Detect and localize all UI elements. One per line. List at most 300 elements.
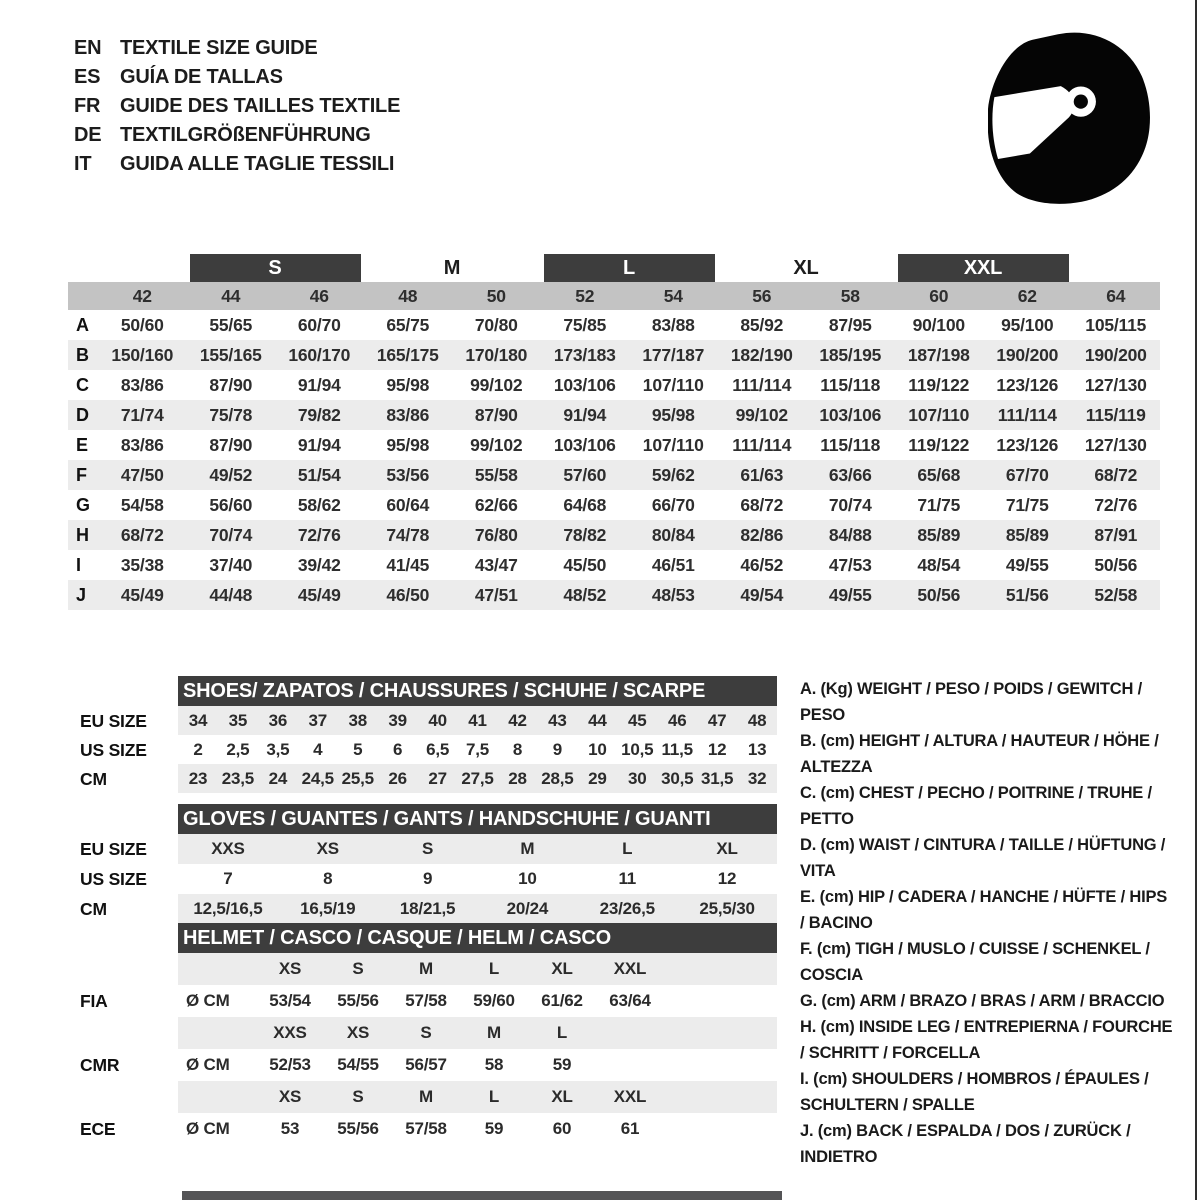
size-value: 75/85 [563, 314, 607, 335]
size-value: 87/95 [828, 314, 872, 335]
size-value: 87/90 [209, 434, 253, 455]
size-value: 72/76 [1094, 494, 1138, 515]
helmet-size-value: 57/58 [405, 991, 447, 1010]
measure-row-c [68, 370, 1160, 400]
glove-size-value: 23/26,5 [599, 899, 655, 918]
size-value: 107/110 [642, 374, 704, 395]
size-value: 85/89 [1005, 524, 1049, 545]
language-label: GUÍA DE TALLAS [120, 66, 283, 88]
size-value: 72/76 [297, 524, 341, 545]
size-value: 95/100 [1001, 314, 1054, 335]
helmet-size-value: 55/56 [337, 1119, 379, 1138]
glove-size-value: 7 [223, 869, 233, 888]
language-row [74, 92, 400, 121]
size-value: 83/86 [386, 404, 430, 425]
size-value: 74/78 [386, 524, 430, 545]
size-value: 83/86 [120, 374, 164, 395]
size-value: 45/49 [297, 584, 341, 605]
helmet-value-row [178, 985, 777, 1017]
row-letter: G [76, 494, 90, 515]
column-header: 48 [398, 285, 418, 306]
glove-size-value: 12,5/16,5 [193, 899, 263, 918]
size-band-label: S [190, 254, 361, 282]
legend-item: J. (cm) BACK / ESPALDA / DOS / ZURÜCK / INDIETRO [800, 1122, 1131, 1166]
size-value: 76/80 [474, 524, 518, 545]
shoe-size-value: 28,5 [541, 768, 574, 788]
size-value: 150/160 [111, 344, 174, 365]
size-value: 49/55 [1005, 554, 1049, 575]
shoe-size-value: 2 [193, 739, 203, 759]
helmet-size-value: 54/55 [337, 1055, 379, 1074]
shoes-title-bar [178, 676, 777, 706]
size-value: 173/183 [553, 344, 616, 365]
column-header: 44 [221, 285, 241, 306]
row-letter: I [76, 554, 81, 575]
shoe-size-row [178, 735, 777, 764]
shoe-size-row-label: US SIZE [80, 739, 147, 760]
size-value: 47/50 [120, 464, 164, 485]
size-value: 91/94 [563, 404, 607, 425]
size-value: 71/74 [120, 404, 164, 425]
size-value: 107/110 [642, 434, 704, 455]
legend-item: G. (cm) ARM / BRAZO / BRAS / ARM / BRACCIO [800, 992, 1165, 1010]
helmet-size-value: 53/54 [269, 991, 311, 1010]
size-value: 50/56 [917, 584, 961, 605]
helmet-size-value: 52/53 [269, 1055, 311, 1074]
size-value: 87/90 [474, 404, 518, 425]
helmet-size-label: L [556, 1023, 568, 1042]
size-band-xxl [895, 254, 1072, 282]
shoe-size-value: 44 [588, 710, 607, 730]
helmet-size-value: 63/64 [609, 991, 651, 1010]
shoe-size-value: 36 [268, 710, 288, 730]
helmet-size-label: XS [278, 1087, 302, 1106]
size-value: 90/100 [912, 314, 965, 335]
glove-size-row [178, 894, 777, 924]
size-value: 75/78 [209, 404, 253, 425]
size-value: 45/49 [120, 584, 164, 605]
measure-row-j [68, 580, 1160, 610]
size-value: 111/114 [732, 434, 792, 455]
measure-row-e [68, 430, 1160, 460]
shoe-size-value: 5 [353, 739, 363, 759]
language-row [74, 150, 400, 179]
size-value: 54/58 [120, 494, 164, 515]
shoe-size-value: 10 [588, 739, 607, 759]
size-value: 58/62 [297, 494, 341, 515]
size-value: 103/106 [553, 374, 616, 395]
size-value: 91/94 [297, 434, 341, 455]
size-value: 46/51 [651, 554, 695, 575]
helmet-size-value: 59 [552, 1055, 572, 1074]
size-band-l [541, 254, 718, 282]
glove-size-value: 8 [323, 869, 333, 888]
measure-row-i [68, 550, 1160, 580]
helmet-size-label: L [488, 959, 500, 978]
helmet-size-label: S [352, 959, 364, 978]
size-value: 80/84 [651, 524, 695, 545]
size-value: 70/74 [828, 494, 872, 515]
helmet-size-value: 59/60 [473, 991, 515, 1010]
size-value: 185/195 [819, 344, 882, 365]
helmet-title-bar [178, 923, 777, 953]
size-value: 39/42 [297, 554, 341, 575]
legend-item: E. (cm) HIP / CADERA / HANCHE / HÜFTE / HIPS / BACINO [800, 888, 1168, 932]
size-value: 66/70 [651, 494, 695, 515]
size-value: 79/82 [297, 404, 341, 425]
size-value: 103/106 [553, 434, 616, 455]
size-value: 35/38 [120, 554, 164, 575]
size-value: 127/130 [1084, 374, 1147, 395]
size-value: 78/82 [563, 524, 607, 545]
column-header: 60 [929, 285, 949, 306]
size-band-row [68, 254, 1160, 282]
size-value: 190/200 [1084, 344, 1147, 365]
size-value: 190/200 [996, 344, 1059, 365]
shoe-size-value: 47 [707, 710, 727, 730]
size-value: 71/75 [1005, 494, 1049, 515]
column-header: 64 [1106, 285, 1126, 306]
size-value: 95/98 [386, 374, 430, 395]
glove-size-value: XL [716, 839, 738, 858]
size-value: 87/90 [209, 374, 253, 395]
size-value: 95/98 [651, 404, 695, 425]
glove-size-value: 18/21,5 [399, 899, 456, 918]
legend-item: I. (cm) SHOULDERS / HOMBROS / ÉPAULES / SCHULTERN / SPALLE [800, 1070, 1149, 1114]
helmet-size-label: S [420, 1023, 432, 1042]
column-header: 56 [752, 285, 772, 306]
size-value: 119/122 [908, 374, 970, 395]
size-value: 111/114 [997, 404, 1057, 425]
glove-size-row [178, 864, 777, 894]
helmet-size-value: 53 [280, 1119, 300, 1138]
shoe-size-value: 10,5 [621, 739, 654, 759]
column-header: 54 [663, 285, 683, 306]
row-letter: A [76, 314, 89, 335]
glove-size-row-label: CM [80, 899, 107, 919]
measure-row-b [68, 340, 1160, 370]
shoe-size-value: 30 [628, 768, 647, 788]
measure-row-g [68, 490, 1160, 520]
helmet-title: HELMET / CASCO / CASQUE / HELM / CASCO [183, 926, 611, 949]
measure-row-a [68, 310, 1160, 340]
column-header: 52 [575, 285, 595, 306]
size-value: 99/102 [470, 434, 523, 455]
column-header: 50 [486, 285, 506, 306]
size-value: 83/88 [651, 314, 695, 335]
size-value: 55/58 [474, 464, 518, 485]
shoe-size-value: 24,5 [301, 768, 334, 788]
shoes-title: SHOES/ ZAPATOS / CHAUSSURES / SCHUHE / SCARPE [183, 679, 706, 702]
language-label: GUIDA ALLE TAGLIE TESSILI [120, 153, 395, 175]
row-letter: E [76, 434, 88, 455]
row-letter: H [76, 524, 89, 545]
gloves-title-bar [178, 804, 777, 834]
shoe-size-value: 12 [707, 739, 727, 759]
size-value: 41/45 [386, 554, 430, 575]
shoe-size-value: 4 [313, 739, 323, 759]
shoe-size-value: 28 [508, 768, 527, 788]
size-band-label: L [544, 254, 715, 282]
size-value: 68/72 [740, 494, 784, 515]
glove-size-value: M [520, 839, 535, 858]
row-letter: C [76, 374, 89, 395]
size-value: 48/52 [563, 584, 607, 605]
helmet-size-value: 61 [620, 1119, 640, 1138]
legend-item: A. (Kg) WEIGHT / PESO / POIDS / GEWITCH / PESO [800, 680, 1142, 724]
size-value: 49/55 [828, 584, 872, 605]
shoe-size-value: 23 [188, 768, 208, 788]
size-value: 84/88 [828, 524, 872, 545]
shoe-size-value: 41 [468, 710, 487, 730]
shoe-size-value: 46 [667, 710, 687, 730]
size-value: 44/48 [209, 584, 253, 605]
size-value: 46/52 [740, 554, 784, 575]
size-value: 82/86 [740, 524, 784, 545]
shoe-size-value: 35 [228, 710, 248, 730]
size-value: 71/75 [917, 494, 961, 515]
helmet-size-value: 57/58 [405, 1119, 447, 1138]
language-label: TEXTILE SIZE GUIDE [120, 37, 318, 59]
size-value: 49/54 [740, 584, 784, 605]
size-value: 51/54 [297, 464, 341, 485]
size-value: 165/175 [376, 344, 439, 365]
shoe-size-row [178, 706, 777, 735]
legend-item: H. (cm) INSIDE LEG / ENTREPIERNA / FOURCHE / SCHRITT / FORCELLA [800, 1018, 1173, 1062]
shoe-size-value: 2,5 [226, 739, 250, 759]
size-value: 46/50 [386, 584, 430, 605]
size-value: 85/92 [740, 314, 784, 335]
shoe-size-value: 32 [747, 768, 767, 788]
size-value: 50/60 [120, 314, 164, 335]
helmet-size-label: S [352, 1087, 364, 1106]
shoe-size-value: 43 [548, 710, 567, 730]
helmet-standard-label: FIA [80, 991, 108, 1011]
size-value: 47/51 [474, 584, 518, 605]
size-value: 48/53 [651, 584, 695, 605]
helmet-size-header-row [178, 953, 777, 985]
shoe-size-value: 7,5 [466, 739, 490, 759]
size-value: 57/60 [563, 464, 607, 485]
glove-size-value: 9 [422, 869, 433, 888]
size-value: 119/122 [908, 434, 970, 455]
size-value: 155/165 [199, 344, 262, 365]
size-value: 53/56 [386, 464, 430, 485]
glove-size-value: 12 [717, 869, 737, 888]
row-letter: B [76, 344, 89, 365]
shoe-size-row-label: CM [80, 768, 107, 789]
size-value: 48/54 [917, 554, 961, 575]
shoe-size-value: 37 [308, 710, 328, 730]
size-band-xl [718, 254, 895, 282]
size-value: 65/68 [917, 464, 961, 485]
helmet-icon [978, 22, 1160, 214]
size-value: 47/53 [828, 554, 872, 575]
shoe-size-value: 26 [388, 768, 407, 788]
size-value: 95/98 [386, 434, 430, 455]
glove-size-value: 16,5/19 [300, 899, 356, 918]
measure-row-f [68, 460, 1160, 490]
helmet-size-value: 58 [484, 1055, 504, 1074]
size-value: 45/50 [563, 554, 607, 575]
helmet-value-row [178, 1113, 777, 1145]
size-value: 123/126 [996, 434, 1059, 455]
shoe-size-row-label: EU SIZE [80, 710, 147, 731]
size-band-s [187, 254, 364, 282]
shoe-size-value: 3,5 [266, 739, 290, 759]
glove-size-value: 10 [518, 869, 537, 888]
legend-item: D. (cm) WAIST / CINTURA / TAILLE / HÜFTUNG / VITA [800, 836, 1166, 880]
size-value: 103/106 [819, 404, 882, 425]
helmet-unit-label: Ø CM [186, 1055, 230, 1074]
size-value: 160/170 [288, 344, 351, 365]
language-row [74, 121, 400, 150]
shoe-size-value: 27,5 [461, 768, 494, 788]
glove-size-row [178, 834, 777, 864]
main-size-table [68, 254, 1160, 610]
page-edge-line [1195, 0, 1197, 1200]
size-value: 37/40 [209, 554, 253, 575]
helmet-unit-label: Ø CM [186, 1119, 230, 1138]
glove-size-value: L [622, 839, 633, 858]
shoe-size-value: 25,5 [341, 768, 374, 788]
language-label: TEXTILGRÖßENFÜHRUNG [120, 124, 371, 146]
helmet-unit-label: Ø CM [186, 991, 230, 1010]
row-letter: F [76, 464, 87, 485]
glove-size-value: XS [316, 839, 339, 858]
language-row [74, 63, 400, 92]
helmet-size-label: M [419, 959, 433, 978]
size-value: 60/64 [386, 494, 430, 515]
shoe-size-value: 39 [388, 710, 407, 730]
size-value: 64/68 [563, 494, 607, 515]
helmet-size-label: XL [551, 959, 573, 978]
size-value: 68/72 [120, 524, 164, 545]
shoe-size-value: 38 [348, 710, 367, 730]
language-list [74, 34, 400, 179]
size-value: 70/74 [209, 524, 253, 545]
helmet-standard-label: ECE [80, 1119, 116, 1139]
column-header: 58 [840, 285, 860, 306]
size-value: 65/75 [386, 314, 430, 335]
glove-size-row-label: US SIZE [80, 869, 147, 889]
shoe-size-row [178, 764, 777, 793]
helmet-size-label: XS [278, 959, 302, 978]
language-code: IT [74, 153, 92, 175]
size-value: 60/70 [297, 314, 341, 335]
shoe-size-value: 9 [552, 739, 563, 759]
size-value: 182/190 [730, 344, 793, 365]
language-code: EN [74, 37, 102, 59]
size-value: 99/102 [735, 404, 788, 425]
helmet-size-label: M [419, 1087, 433, 1106]
size-band-label: XL [793, 256, 819, 279]
glove-size-value: 25,5/30 [699, 899, 755, 918]
glove-size-value: S [422, 839, 434, 858]
shoe-size-value: 11,5 [661, 739, 693, 759]
size-value: 61/63 [740, 464, 784, 485]
size-value: 127/130 [1084, 434, 1147, 455]
shoe-size-value: 34 [188, 710, 208, 730]
size-value: 55/65 [209, 314, 253, 335]
shoe-size-value: 30,5 [661, 768, 694, 788]
size-band-label: M [443, 256, 461, 279]
size-value: 68/72 [1094, 464, 1138, 485]
shoe-size-value: 6 [393, 739, 403, 759]
helmet-size-label: L [488, 1087, 500, 1106]
column-header: 46 [309, 285, 329, 306]
size-value: 105/115 [1085, 314, 1147, 335]
helmet-size-value: 61/62 [541, 991, 583, 1010]
column-header: 62 [1017, 285, 1037, 306]
row-letter: J [76, 584, 86, 605]
language-row [74, 34, 400, 63]
glove-size-value: 20/24 [506, 899, 549, 918]
shoe-size-value: 23,5 [221, 768, 255, 788]
shoe-size-value: 8 [512, 739, 523, 759]
size-value: 115/118 [820, 374, 881, 395]
size-value: 91/94 [297, 374, 341, 395]
helmet-standard-label: CMR [80, 1055, 120, 1075]
glove-size-row-label: EU SIZE [80, 839, 147, 859]
measure-row-d [68, 400, 1160, 430]
size-value: 123/126 [996, 374, 1059, 395]
row-letter: D [76, 404, 89, 425]
size-value: 115/118 [820, 434, 881, 455]
helmet-size-header-row [178, 1081, 777, 1113]
size-value: 87/91 [1094, 524, 1138, 545]
glove-size-value: 11 [618, 869, 637, 888]
legend-item: C. (cm) CHEST / PECHO / POITRINE / TRUHE / PETTO [800, 784, 1152, 828]
size-value: 177/187 [642, 344, 705, 365]
size-value: 70/80 [474, 314, 518, 335]
size-value: 62/66 [474, 494, 518, 515]
size-value: 50/56 [1094, 554, 1138, 575]
helmet-size-label: XL [551, 1087, 573, 1106]
shoe-size-value: 13 [747, 739, 767, 759]
size-band-label: XXL [898, 254, 1069, 282]
size-value: 187/198 [907, 344, 970, 365]
size-value: 51/56 [1005, 584, 1049, 605]
helmet-size-value: 60 [552, 1119, 572, 1138]
helmet-size-value: 59 [484, 1119, 504, 1138]
shoe-size-value: 24 [268, 768, 288, 788]
size-value: 170/180 [465, 344, 528, 365]
column-header-row [68, 282, 1160, 310]
size-value: 49/52 [209, 464, 253, 485]
shoe-size-value: 45 [628, 710, 647, 730]
column-header: 42 [132, 285, 152, 306]
size-value: 115/119 [1085, 404, 1146, 425]
size-value: 63/66 [828, 464, 872, 485]
legend-item: B. (cm) HEIGHT / ALTURA / HAUTEUR / HÖHE / ALTEZZA [800, 732, 1159, 776]
cut-off-bottom-bar [182, 1191, 782, 1200]
legend-item: F. (cm) TIGH / MUSLO / CUISSE / SCHENKEL / COSCIA [800, 940, 1150, 984]
shoe-size-value: 31,5 [701, 768, 734, 788]
size-band-m [364, 254, 541, 282]
helmet-value-row [178, 1049, 777, 1081]
shoe-size-value: 40 [428, 710, 447, 730]
size-value: 59/62 [651, 464, 695, 485]
size-value: 99/102 [470, 374, 523, 395]
size-value: 56/60 [209, 494, 253, 515]
size-value: 67/70 [1005, 464, 1049, 485]
language-label: GUIDE DES TAILLES TEXTILE [120, 95, 401, 117]
helmet-size-label: XS [346, 1023, 370, 1042]
helmet-size-label: XXS [273, 1023, 307, 1042]
language-code: DE [74, 124, 102, 146]
size-value: 85/89 [917, 524, 961, 545]
